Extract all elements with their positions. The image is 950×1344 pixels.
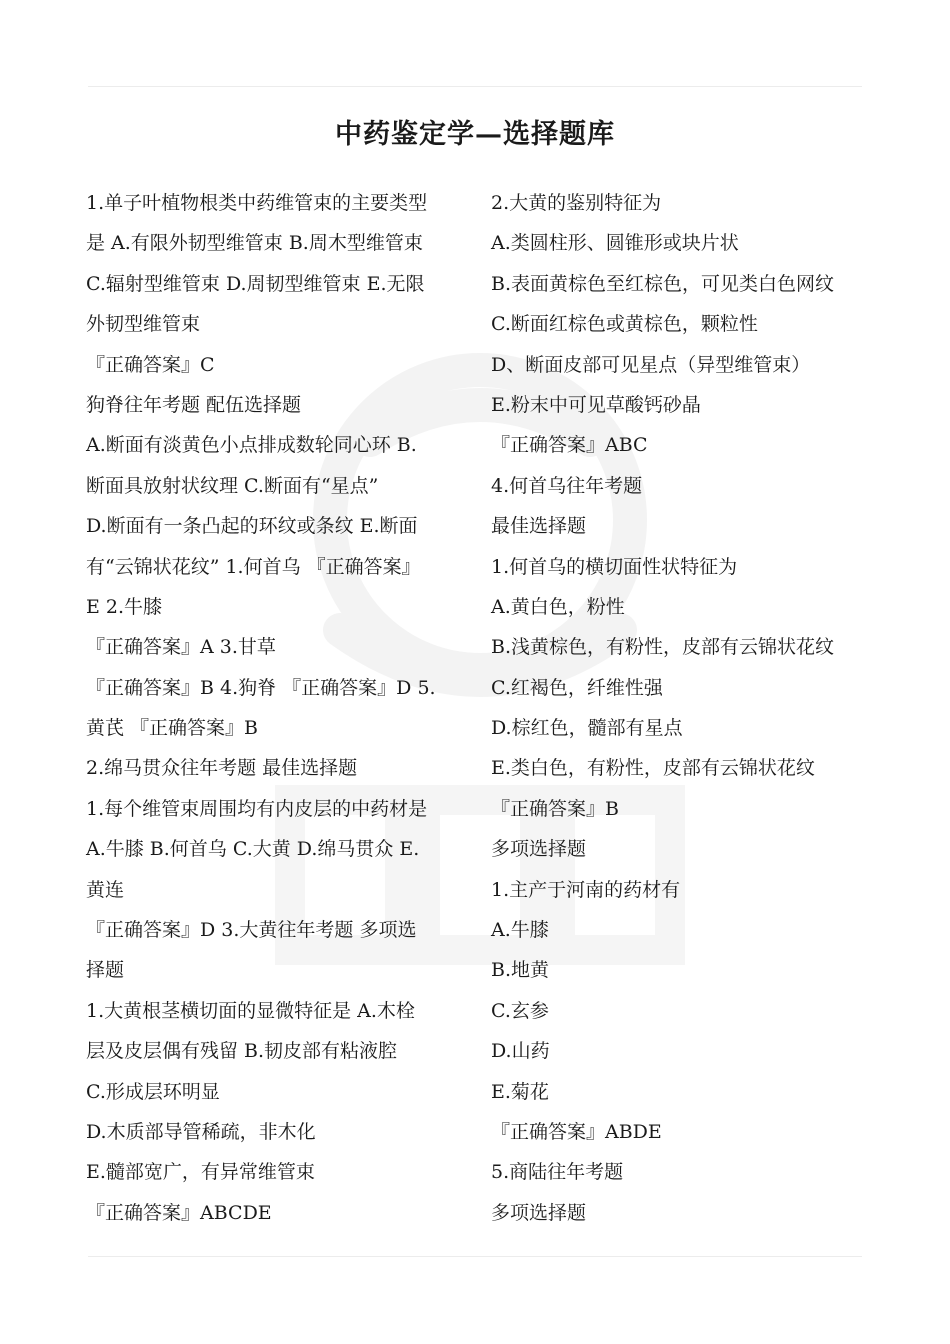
text-line: E.类白色，有粉性，皮部有云锦状花纹 [491, 757, 815, 780]
text-line: A.牛膝 [491, 919, 549, 942]
text-line: 多项选择题 [491, 838, 587, 861]
text-line: 5.商陆往年考题 [491, 1161, 624, 1184]
text-line: D.木质部导管稀疏，非木化 [86, 1120, 316, 1143]
text-line: E 2.牛膝 [86, 595, 163, 618]
text-line: E.髓部宽广，有异常维管束 [86, 1161, 315, 1184]
text-line: D.山药 [491, 1040, 550, 1063]
text-line: 层及皮层偶有残留 B.韧皮部有粘液腔 [86, 1040, 398, 1063]
text-line: B.浅黄棕色，有粉性，皮部有云锦状花纹 [491, 636, 835, 659]
text-line: D、断面皮部可见星点（异型维管束） [491, 353, 811, 376]
text-line: 1.大黄根茎横切面的显微特征是 A.木栓 [86, 999, 415, 1022]
text-line: 『正确答案』B 4.狗脊 『正确答案』D 5. [86, 676, 436, 699]
text-line: D.棕红色，髓部有星点 [491, 717, 683, 740]
text-line: 最佳选择题 [491, 515, 587, 538]
text-line: 2.绵马贯众往年考题 最佳选择题 [86, 757, 358, 780]
text-line: A.类圆柱形、圆锥形或块片状 [491, 232, 739, 255]
text-line: 有“云锦状花纹” 1.何首乌 『正确答案』 [86, 555, 421, 578]
text-line: B.地黄 [491, 959, 550, 982]
text-line: 黄芪 『正确答案』B [86, 717, 259, 740]
text-line: C.辐射型维管束 D.周韧型维管束 E.无限 [86, 272, 425, 295]
top-divider [88, 86, 862, 87]
bottom-divider [88, 1256, 862, 1257]
text-line: 狗脊往年考题 配伍选择题 [86, 393, 302, 416]
text-line: C.玄参 [491, 999, 549, 1022]
text-line: B.表面黄棕色至红棕色，可见类白色网纹 [491, 272, 835, 295]
right-column [491, 183, 871, 1233]
text-line: 『正确答案』D 3.大黄往年考题 多项选 [86, 919, 417, 942]
text-line: E.粉末中可见草酸钙砂晶 [491, 393, 701, 416]
text-line: C.断面红棕色或黄棕色，颗粒性 [491, 313, 758, 336]
text-line: 1.主产于河南的药材有 [491, 878, 681, 901]
text-line: A.黄白色，粉性 [491, 595, 625, 618]
text-line: 外韧型维管束 [86, 313, 201, 336]
text-line: C.形成层环明显 [86, 1080, 220, 1103]
text-line: A.牛膝 B.何首乌 C.大黄 D.绵马贯众 E. [86, 838, 420, 861]
text-line: 1.每个维管束周围均有内皮层的中药材是 [86, 797, 428, 820]
text-line: 『正确答案』A 3.甘草 [86, 636, 276, 659]
text-line: 断面具放射状纹理 C.断面有“星点” [86, 474, 379, 497]
text-line: C.红褐色，纤维性强 [491, 676, 663, 699]
text-line: 是 A.有限外韧型维管束 B.周木型维管束 [86, 232, 423, 255]
text-line: 择题 [86, 959, 125, 982]
text-line: 4.何首乌往年考题 [491, 474, 643, 497]
text-line: 2.大黄的鉴别特征为 [491, 192, 662, 214]
text-line: 『正确答案』ABCDE [86, 1201, 272, 1224]
text-line: D.断面有一条凸起的环纹或条纹 E.断面 [86, 515, 418, 538]
text-line: 黄连 [86, 878, 125, 901]
left-column [86, 183, 464, 1233]
text-line: 1.单子叶植物根类中药维管束的主要类型 [86, 192, 428, 214]
text-line: 『正确答案』ABC [491, 434, 648, 457]
text-line: 多项选择题 [491, 1201, 587, 1224]
text-line: 『正确答案』B [491, 797, 619, 820]
text-line: 『正确答案』C [86, 353, 215, 376]
text-line: 『正确答案』ABDE [491, 1120, 662, 1143]
text-line: A.断面有淡黄色小点排成数轮同心环 B. [86, 434, 417, 457]
page-title: 中药鉴定学—选择题库 [335, 119, 615, 150]
text-line: E.菊花 [491, 1080, 549, 1103]
text-line: 1.何首乌的横切面性状特征为 [491, 555, 738, 578]
